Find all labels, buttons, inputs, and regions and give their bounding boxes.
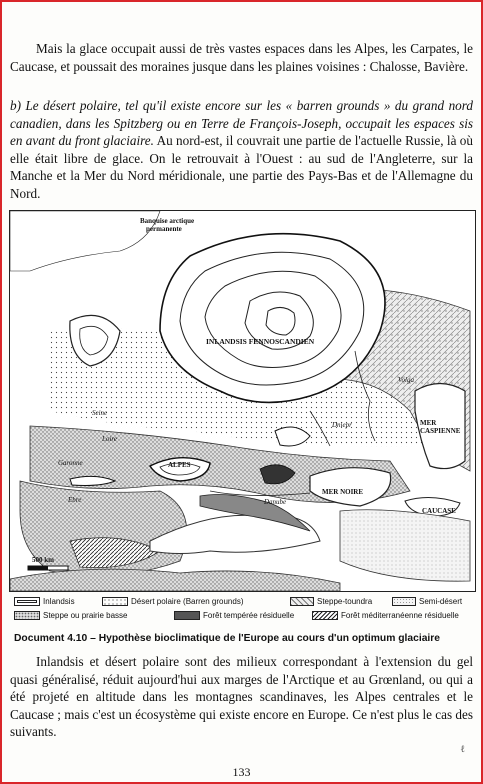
legend-semi-desert xyxy=(392,597,462,606)
label-garonne: Garonne xyxy=(58,459,83,467)
label-mer-caspienne xyxy=(420,419,460,435)
label-caucase: CAUCASE xyxy=(422,507,456,515)
label-banquise-line2: permanente xyxy=(146,225,182,233)
legend-steppe-toundra-label: Steppe-toundra xyxy=(317,597,373,606)
paragraph-inlandsis-conclusion: Inlandsis et désert polaire sont des milieux correspondant à l'extension du gel quasi généralisé, réduit aujourd'hui aux marges de l'Arctique et au Grœnland, ou qui a été projeté en altitude dans les montagnes scandinaves, les Alpes centrales et le Caucase ; mais c'est un écosystème qui existe encore en Europe. Ce n'est plus le cas des suivants. xyxy=(10,654,473,740)
paragraph-glaciers: Mais la glace occupait aussi de très vastes espaces dans les Alpes, les Carpates, le Caucase, et poussait des moraines jusque dans les plaines voisines : Chalosse, Bavière. xyxy=(10,41,473,74)
legend-steppe-toundra-swatch xyxy=(290,597,314,606)
legend-steppe-toundra xyxy=(290,597,372,606)
legend-inlandsis xyxy=(14,597,75,606)
legend-foret-temperee-swatch xyxy=(174,611,200,620)
map-drawing xyxy=(10,211,475,591)
label-alpes: ALPES xyxy=(168,461,191,469)
map-legend xyxy=(14,597,474,623)
paragraph-desert-polaire xyxy=(10,97,473,203)
corner-mark: ℓ xyxy=(460,744,465,755)
label-seine: Seine xyxy=(92,409,108,417)
figure-caption: Document 4.10 – Hypothèse bioclimatique de l'Europe au cours d'un optimum glaciaire xyxy=(14,633,441,644)
legend-foret-med-label: Forêt méditerranéenne résiduelle xyxy=(341,611,459,620)
legend-inlandsis-label: Inlandsis xyxy=(43,597,75,606)
legend-inlandsis-swatch xyxy=(14,597,40,606)
legend-foret-temperee xyxy=(174,611,294,620)
legend-desert-polaire-swatch xyxy=(102,597,128,606)
europe-bioclimatic-map xyxy=(9,210,476,592)
label-dniepr: Dniepr xyxy=(332,421,352,429)
legend-foret-med-swatch xyxy=(312,611,338,620)
label-inlandsis: INLANDSIS FENNOSCANDIEN xyxy=(206,337,315,346)
legend-semi-desert-swatch xyxy=(392,597,416,606)
label-banquise-line1: Banquise arctique xyxy=(140,217,195,225)
label-banquise xyxy=(140,217,194,233)
label-mer-caspienne-line1: MER xyxy=(420,419,437,427)
legend-steppe-prairie-swatch xyxy=(14,611,40,620)
legend-foret-med xyxy=(312,611,459,620)
label-mer-caspienne-line2: CASPIENNE xyxy=(420,427,461,435)
legend-foret-temperee-label: Forêt tempérée résiduelle xyxy=(203,611,295,620)
label-danube: Danube xyxy=(264,498,287,506)
legend-steppe-prairie-label: Steppe ou prairie basse xyxy=(43,611,128,620)
legend-steppe-prairie xyxy=(14,611,128,620)
label-mer-noire: MER NOIRE xyxy=(322,488,364,496)
label-scale: 500 km xyxy=(32,556,54,564)
legend-desert-polaire-label: Désert polaire (Barren grounds) xyxy=(131,597,244,606)
page-number: 133 xyxy=(232,765,251,779)
legend-desert-polaire xyxy=(102,597,244,606)
paragraph-desert-polaire-rest: Au nord-est, il couvrait une partie de l'actuelle Russie, là où elle était libre de glace. On le retrouvait à l'Ouest : au sud de l'Angleterre, sur la Manche et la Mer du Nord méridionale, une partie des Pays-Bas et de l'Allemagne du Nord. xyxy=(10,133,473,201)
label-loire: Loire xyxy=(102,435,117,443)
legend-semi-desert-label: Semi-désert xyxy=(419,597,463,606)
label-ebre: Ebre xyxy=(68,496,82,504)
paragraph-desert-polaire-italic: b) Le désert polaire, tel qu'il existe encore sur les « barren grounds » du grand nord canadien, dans les Spitzberg ou en Terre de François-Joseph, occupait les espaces sis en avant du front glaciaire. xyxy=(10,98,473,149)
label-volga: Volga xyxy=(398,376,414,384)
